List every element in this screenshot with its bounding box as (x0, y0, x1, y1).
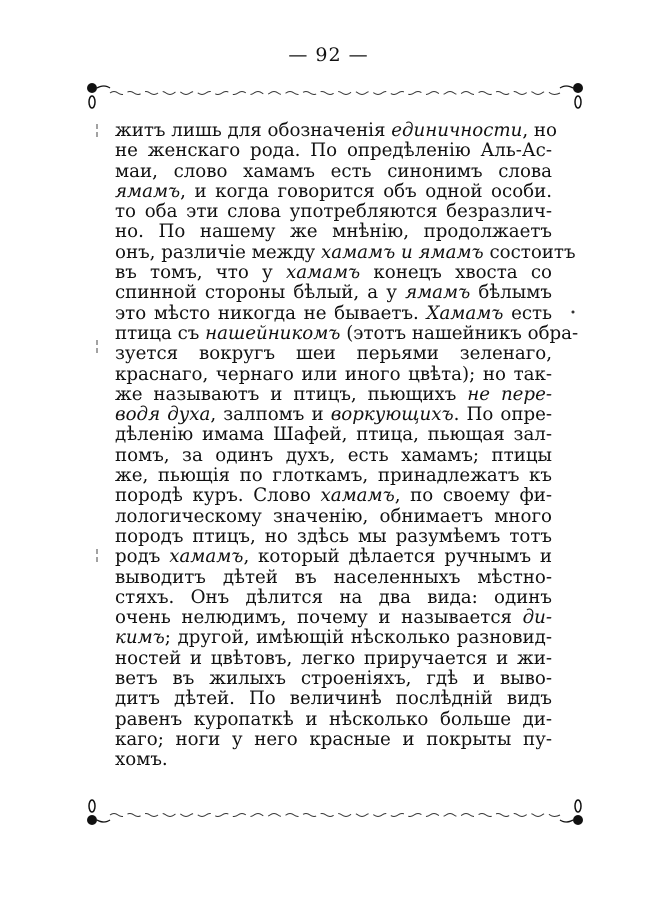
text-line (115, 385, 552, 405)
text-run: очень нелюдимъ, почему и называется (115, 607, 523, 629)
text-run: то оба эти слова употребляются безразлич- (115, 201, 552, 223)
text-line (115, 710, 552, 730)
text-line (115, 527, 552, 547)
text-run: породѣ куръ. Слово (115, 485, 321, 507)
italic-term: хамамъ (285, 262, 361, 284)
text-run: ; другой, имѣющій нѣсколько разновид- (164, 627, 552, 649)
corner-ornament-top-left (86, 78, 112, 112)
text-line (115, 344, 552, 364)
bottom-border-ornament (110, 812, 560, 818)
text-line (115, 263, 552, 283)
text-run: ностей и цвѣтовъ, легко приручается и жи- (115, 647, 552, 669)
text-line (115, 446, 552, 466)
text-line (115, 669, 552, 689)
text-line (115, 689, 552, 709)
text-line (115, 507, 552, 527)
text-run: породъ птицъ, но здѣсь мы разумѣемъ тотъ (115, 525, 552, 547)
text-run: , который дѣлается ручнымъ и (243, 546, 552, 568)
text-line (115, 202, 552, 222)
text-run: но. По нашему же мнѣнію, продолжаетъ (115, 221, 552, 243)
text-line (115, 547, 552, 567)
text-line (115, 241, 576, 263)
text-line (115, 588, 552, 608)
text-line (115, 628, 552, 648)
text-line (115, 182, 552, 202)
left-side-mark (94, 340, 100, 356)
text-run: . По опре- (453, 404, 552, 426)
text-line (115, 568, 552, 588)
text-run: , по своему фи- (394, 485, 552, 507)
text-run: дѣленію имама Шафей, птица, пьющая зал- (115, 424, 552, 446)
page-number: — 92 — (288, 44, 369, 66)
text-run: , и когда говорится объ одной особи. (180, 180, 552, 202)
top-border-ornament (110, 90, 560, 96)
text-line (115, 120, 557, 141)
text-run: же называютъ и птицъ, пьющихъ (115, 383, 468, 405)
right-side-mark (570, 304, 576, 320)
text-run: это мѣсто никогда не бываетъ. (115, 302, 427, 324)
text-line (115, 141, 552, 161)
text-run: конецъ хвоста со (360, 262, 552, 284)
italic-term: Хамамъ (426, 302, 504, 324)
italic-term: хамамъ и ямамъ (321, 241, 484, 263)
text-run: помъ, за одинъ духъ, есть хамамъ; птицы (115, 444, 552, 466)
corner-ornament-top-right (558, 78, 584, 112)
italic-term: единичности (391, 120, 523, 141)
text-line (115, 750, 552, 770)
italic-term: хамамъ (320, 485, 395, 507)
text-run: онъ, различіе между (115, 241, 321, 263)
corner-ornament-bottom-right (558, 796, 584, 830)
italic-term: кимъ (115, 627, 165, 649)
text-line (115, 222, 552, 242)
text-run: птица съ (115, 322, 206, 344)
text-line (115, 425, 552, 445)
text-run: въ томъ, что у (115, 262, 286, 284)
text-line (115, 466, 552, 486)
text-run: каго; ноги у него красные и покрыты пу- (115, 728, 552, 750)
text-line (115, 365, 552, 385)
italic-term: воркующихъ (330, 404, 454, 426)
text-run: ветъ въ жилыхъ строеніяхъ, гдѣ и выво- (115, 668, 552, 690)
italic-term: ди- (522, 607, 552, 629)
text-run: , но (522, 120, 557, 141)
text-run: равенъ куропаткѣ и нѣсколько больше ди- (115, 708, 552, 730)
text-run: краснаго, чернаго или иного цвѣта); но так- (115, 363, 552, 385)
text-run: (этотъ нашейникъ обра- (340, 322, 579, 344)
text-run: зуется вокругъ шеи перьями зеленаго, (115, 343, 552, 365)
text-run: состоитъ (483, 241, 576, 263)
left-side-mark (94, 549, 100, 565)
text-line (115, 486, 552, 506)
body-text (115, 120, 579, 771)
text-run: , залпомъ и (210, 404, 331, 426)
text-line (115, 322, 579, 344)
italic-term: не пере- (467, 383, 552, 405)
italic-term: ямамъ (405, 282, 471, 304)
text-run: есть (503, 302, 552, 324)
text-line (115, 608, 552, 628)
text-run: дитъ дѣтей. По величинѣ послѣдній видъ (115, 688, 552, 710)
italic-term: водя духа (115, 404, 211, 426)
text-line (115, 304, 552, 324)
text-run: родъ (115, 546, 170, 568)
text-run: хомъ. (115, 749, 168, 771)
text-run: бѣлымъ (470, 282, 553, 304)
left-side-mark (94, 124, 100, 140)
text-line (115, 649, 552, 669)
text-run: стяхъ. Онъ дѣлится на два вида: одинъ (115, 586, 552, 608)
text-line (115, 730, 552, 750)
text-run: не женскаго рода. По опредѣленію Аль-Ас- (115, 140, 552, 162)
text-run: спинной стороны бѣлый, а у (115, 282, 406, 304)
corner-ornament-bottom-left (86, 796, 112, 830)
text-line (115, 162, 552, 182)
italic-term: нашейникомъ (205, 322, 341, 344)
text-run: же, пьющія по глоткамъ, принадлежатъ къ (115, 465, 552, 487)
text-line (115, 405, 552, 425)
text-line (115, 283, 552, 303)
text-run: житъ лишь для обозначенія (115, 120, 392, 141)
italic-term: ямамъ (115, 180, 181, 202)
text-run: лологическому значенію, обнимаетъ много (115, 505, 552, 527)
text-run: маи, слово хамамъ есть синонимъ слова (115, 160, 552, 182)
italic-term: хамамъ (169, 546, 244, 568)
text-run: выводитъ дѣтей въ населенныхъ мѣстно- (115, 566, 552, 588)
